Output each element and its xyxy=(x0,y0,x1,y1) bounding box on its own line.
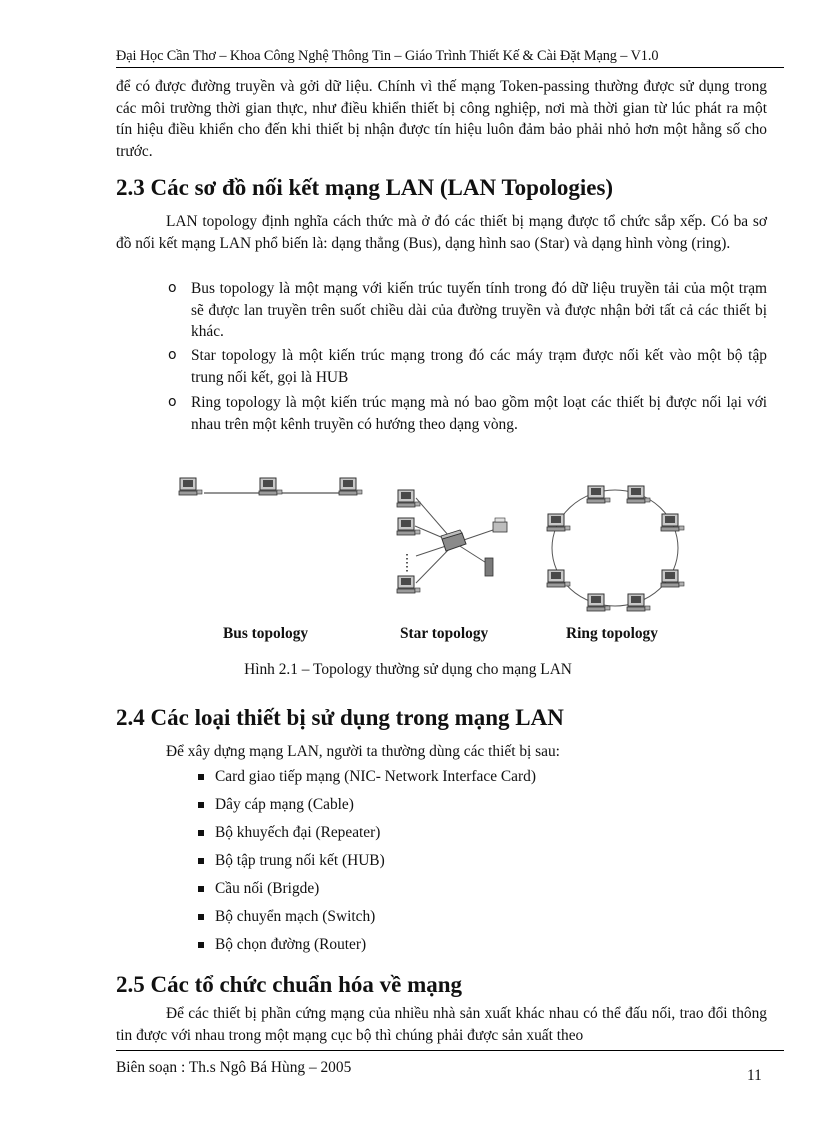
list-item xyxy=(215,851,385,871)
hollow-bullet-icon: o xyxy=(168,394,177,410)
list-item xyxy=(215,823,380,843)
bus-topology-diagram xyxy=(179,478,362,495)
hollow-bullet-icon: o xyxy=(168,280,177,296)
bullet-text: Ring topology là một kiến trúc mạng mà nó bao gồm một loạt các thiết bị được nối lại với nhau trên một kênh truyền có hướng theo dạng vòng. xyxy=(191,394,767,433)
device-label: Bộ khuyếch đại (Repeater) xyxy=(215,824,381,841)
device-label: Bộ tập trung nối kết (HUB) xyxy=(215,852,385,869)
ring-topology-label: Ring topology xyxy=(566,625,658,642)
device-label: Bộ chuyển mạch (Switch) xyxy=(215,908,376,925)
list-item xyxy=(215,935,366,955)
page-number: 11 xyxy=(747,1067,762,1084)
printer-icon xyxy=(493,518,507,532)
device-label: Bộ chọn đường (Router) xyxy=(215,936,367,953)
square-bullet-icon xyxy=(198,886,204,892)
computer-icon xyxy=(661,514,684,531)
device-label: Cầu nối (Brigde) xyxy=(215,880,320,897)
server-icon xyxy=(485,558,493,576)
section-2-4-intro: Để xây dựng mạng LAN, người ta thường dùng các thiết bị sau: xyxy=(166,743,560,760)
square-bullet-icon xyxy=(198,914,204,920)
section-2-3-paragraph: LAN topology định nghĩa cách thức mà ở đó các thiết bị mạng được tổ chức sắp xếp. Có ba sơ đồ nối kết mạng LAN phổ biến là: dạng thẳng (Bus), dạng hình sao (Star) và dạng hình vòng (ring). xyxy=(116,213,767,252)
list-item xyxy=(215,879,319,899)
list-item xyxy=(215,767,536,787)
device-label: Card giao tiếp mạng (NIC- Network Interface Card) xyxy=(215,768,536,785)
square-bullet-icon xyxy=(198,802,204,808)
computer-icon xyxy=(587,486,610,503)
square-bullet-icon xyxy=(198,774,204,780)
computer-icon xyxy=(397,576,420,593)
section-2-3-heading: 2.3 Các sơ đồ nối kết mạng LAN (LAN Topologies) xyxy=(116,175,614,200)
header-rule xyxy=(116,67,784,68)
section-2-5-paragraph: Để các thiết bị phần cứng mạng của nhiều nhà sản xuất khác nhau có thể đấu nối, trao đổi thông tin được với nhau trong một mạng cục bộ thì chúng phải được sản xuất theo xyxy=(116,1005,767,1044)
star-topology-label: Star topology xyxy=(400,625,489,642)
computer-icon xyxy=(259,478,282,495)
bullet-text: Star topology là một kiến trúc mạng trong đó các máy trạm được nối kết vào một bộ tập trung nối kết, gọi là HUB xyxy=(191,347,767,386)
bullet-text: Bus topology là một mạng với kiến trúc tuyến tính trong đó dữ liệu truyền tải của một trạm sẽ được lan truyền trên suốt chiều dài của đường truyền và được nhận bởi tất cả các thiết bị khác. xyxy=(191,280,767,341)
list-item xyxy=(168,345,767,388)
footer-rule xyxy=(116,1050,784,1051)
list-item xyxy=(168,392,767,435)
list-item xyxy=(215,907,375,927)
hollow-bullet-icon: o xyxy=(168,347,177,363)
ring-topology-diagram xyxy=(547,486,684,611)
computer-icon xyxy=(339,478,362,495)
square-bullet-icon xyxy=(198,858,204,864)
computer-icon xyxy=(547,570,570,587)
computer-icon xyxy=(547,514,570,531)
computer-icon xyxy=(179,478,202,495)
star-topology-diagram xyxy=(397,490,507,593)
list-item xyxy=(168,278,767,343)
square-bullet-icon xyxy=(198,830,204,836)
list-item xyxy=(215,795,354,815)
bus-topology-label: Bus topology xyxy=(223,625,309,642)
computer-icon xyxy=(627,594,650,611)
computer-icon xyxy=(587,594,610,611)
computer-icon xyxy=(661,570,684,587)
device-label: Dây cáp mạng (Cable) xyxy=(215,796,354,813)
figure-caption: Hình 2.1 – Topology thường sử dụng cho mạng LAN xyxy=(244,661,572,678)
lan-topology-figure xyxy=(160,466,700,626)
section-2-4-heading: 2.4 Các loại thiết bị sử dụng trong mạng LAN xyxy=(116,705,564,730)
running-header: Đại Học Cần Thơ – Khoa Công Nghệ Thông Tin – Giáo Trình Thiết Kế & Cài Đặt Mạng – V1.0 xyxy=(116,48,659,64)
intro-paragraph: để có được đường truyền và gởi dữ liệu. Chính vì thế mạng Token-passing thường được sử dụng trong các môi trường thời gian thực, như điều khiển thiết bị công nghiệp, nơi mà thời gian từ lúc phát ra một tín hiệu điều khiển cho đến khi thiết bị nhận được tín hiệu luôn đảm bảo phải nhỏ hơn một hằng số cho trước. xyxy=(116,78,767,161)
footer-author: Biên soạn : Th.s Ngô Bá Hùng – 2005 xyxy=(116,1059,352,1076)
computer-icon xyxy=(627,486,650,503)
section-2-5-heading: 2.5 Các tổ chức chuẩn hóa về mạng xyxy=(116,972,463,997)
square-bullet-icon xyxy=(198,942,204,948)
